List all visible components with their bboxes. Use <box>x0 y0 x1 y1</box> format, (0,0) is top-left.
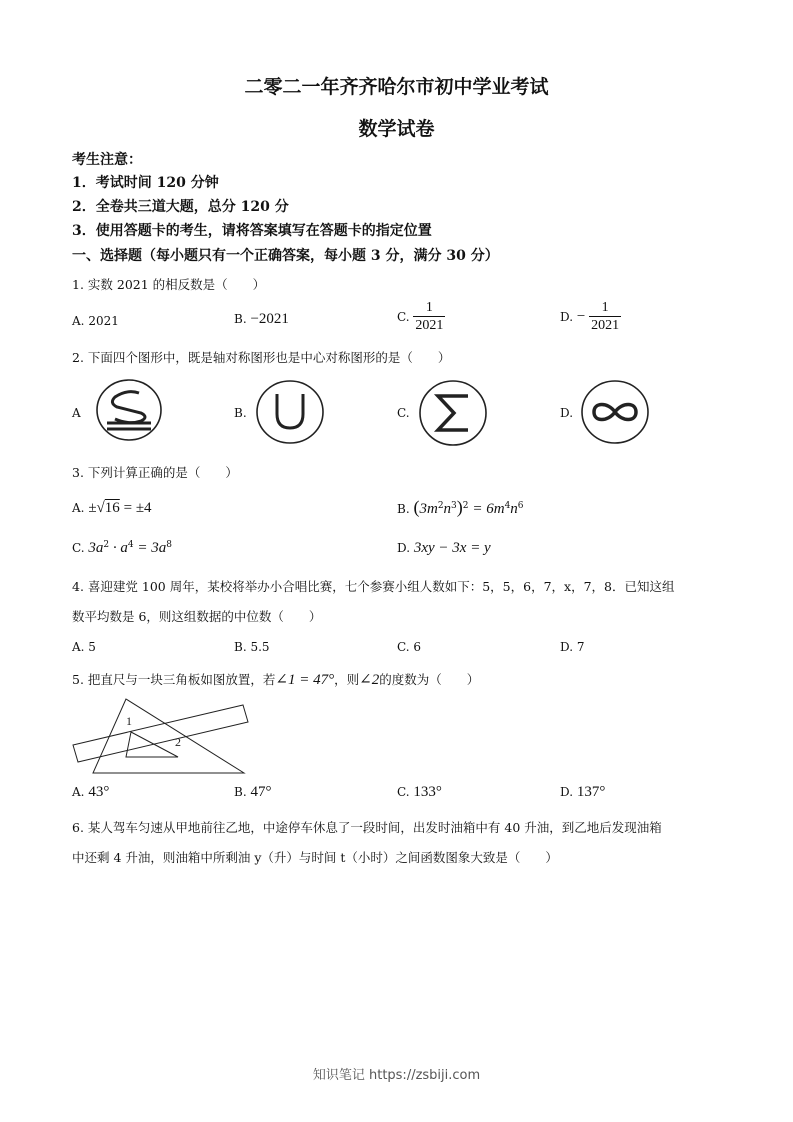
q2-figure-c <box>418 380 488 446</box>
q5-angle-label-1: 1 <box>126 714 132 728</box>
page-subtitle: 数学试卷 <box>358 118 435 140</box>
q5-option-d: D. 137° <box>560 784 606 800</box>
q2-stem: 2. 下面四个图形中，既是轴对称图形也是中心对称图形的是（ ） <box>72 350 451 365</box>
q3-option-c: C. $3a^2 \cdot a^4 = 3a^8$ <box>72 540 172 556</box>
q2-figure-d <box>580 380 650 444</box>
q4-stem-line1: 4. 喜迎建党 100 周年，某校将举办小合唱比赛，七个参赛小组人数如下：5，5，6，7，x，7，8．已知这组 <box>72 579 675 594</box>
q3-option-d: D. 3xy − 3x = y <box>397 540 491 556</box>
notice-item-2: 2．全卷共三道大题，总分 120 分 <box>72 199 289 215</box>
q5-option-b: B. 47° <box>234 784 272 800</box>
q4-option-d: D. 7 <box>560 640 585 654</box>
q5-figure <box>68 695 253 780</box>
section-heading: 一、选择题（每小题只有一个正确答案，每小题 3 分，满分 30 分） <box>72 248 499 264</box>
q1-option-c: C. $\frac{1}{2021}$ <box>397 300 444 333</box>
q5-angle-label-2: 2 <box>175 735 181 749</box>
q5-option-a: A. 43° <box>72 784 110 800</box>
q1-option-d: D. − $\frac{1}{2021}$ <box>560 300 620 333</box>
q4-option-a: A. 5 <box>72 640 96 654</box>
notice-item-1: 1．考试时间 120 分钟 <box>72 175 219 191</box>
q2-option-d-label: D. <box>560 406 574 420</box>
q1-c-fraction: $\frac{1}{2021}$ <box>415 300 444 333</box>
q6-stem-line2: 中还剩 4 升油，则油箱中所剩油 y（升）与时间 t（小时）之间函数图象大致是（ ） <box>72 850 558 865</box>
q2-option-b-label: B. <box>234 406 247 420</box>
q3-option-a: A. ±√16 = ±4 <box>72 500 152 516</box>
q2-figure-b <box>255 380 325 444</box>
q3-stem: 3. 下列计算正确的是（ ） <box>72 465 238 480</box>
q1-option-b: B. −2021 <box>234 311 289 327</box>
q2-option-c-label: C. <box>397 406 410 420</box>
footer-watermark: 知识笔记 https://zsbiji.com <box>312 1068 481 1083</box>
q6-stem-line1: 6. 某人驾车匀速从甲地前往乙地，中途停车休息了一段时间，出发时油箱中有 40 升油，到乙地后发现油箱 <box>72 820 662 835</box>
q2-figure-a <box>95 379 167 441</box>
q4-option-b: B. 5.5 <box>234 640 270 654</box>
q3-option-b: B. $(3m^2n^3)^2 = 6m^4n^6$ <box>397 497 524 517</box>
q4-stem-line2: 数平均数是 6，则这组数据的中位数（ ） <box>72 609 322 624</box>
q1-option-a: A. 2021 <box>72 314 119 328</box>
q2-option-a-label: A <box>72 406 81 420</box>
q1-stem: 1. 实数 2021 的相反数是（ ） <box>72 277 266 292</box>
page-title: 二零二一年齐齐哈尔市初中学业考试 <box>244 76 549 98</box>
q4-option-c: C. 6 <box>397 640 422 654</box>
notice-heading: 考生注意： <box>72 152 142 168</box>
q5-option-c: C. 133° <box>397 784 442 800</box>
q1-d-fraction: $\frac{1}{2021}$ <box>591 300 620 333</box>
q5-stem: 5. 把直尺与一块三角板如图放置，若∠1 = 47°，则∠2的度数为（ ） <box>72 672 480 688</box>
notice-item-3: 3．使用答题卡的考生，请将答案填写在答题卡的指定位置 <box>72 223 432 239</box>
